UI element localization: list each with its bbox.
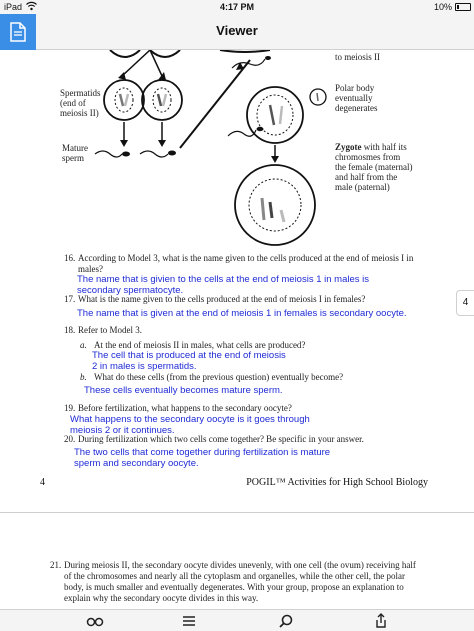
glasses-icon[interactable] (86, 612, 104, 630)
share-icon[interactable] (372, 612, 390, 630)
to-meiosis-label: to meiosis II (335, 52, 380, 62)
answer-18b[interactable]: These cells eventually becomes mature sperm. (84, 385, 283, 396)
question-21: 21. During meiosis II, the secondary oocyte divides unevenly, with one cell (the ovum) receiving half of the chromosomes and nearly all the cytoplasm and organelles, while the other cell, the polar body, is much smaller and eventually degenerates. With your group, propose an explanation to explain why the secondary oocyte divides in this way. (50, 560, 416, 603)
search-icon[interactable] (277, 612, 295, 630)
question-18a: a. At the end of meiosis II in males, what cells are produced? (80, 340, 306, 350)
footer-title: POGIL™ Activities for High School Biology (246, 477, 428, 488)
question-19: 19. Before fertilization, what happens to the secondary oocyte? (64, 403, 292, 413)
answer-20[interactable]: The two cells that come together during fertilization is mature sperm and secondary oocyte. (74, 447, 331, 469)
polar-body-label: Polar body eventually degenerates (335, 83, 378, 113)
answer-17[interactable]: The name that is given at the end of meiosis 1 in females is secondary oocyte. (77, 308, 407, 319)
question-20: 20. During fertilization which two cells come together? Be specific in your answer. (64, 434, 364, 444)
answer-19[interactable]: What happens to the secondary oocyte is it goes through meiosis 2 or it continues. (70, 414, 310, 436)
device-label: iPad (4, 2, 23, 12)
battery-percent: 10% (433, 2, 452, 12)
document-page-2 (0, 513, 474, 609)
question-18b: b. What do these cells (from the previous question) eventually become? (80, 372, 344, 382)
nav-bar (0, 14, 474, 50)
list-icon[interactable] (180, 612, 198, 630)
page-indicator-tab[interactable]: 4 (456, 290, 474, 316)
question-16: 16. According to Model 3, what is the name given to the cells produced at the end of meiosis I in males? (64, 253, 414, 274)
status-time: 4:17 PM (219, 2, 254, 12)
spermatids-label: Spermatids (end of meiosis II) (60, 88, 101, 118)
answer-18a[interactable]: The cell that is produced at the end of meiosis 2 in males is spermatids. (92, 350, 286, 372)
question-17: 17. What is the name given to the cells produced at the end of meiosis I in females? (64, 294, 366, 304)
status-bar (0, 0, 474, 14)
bottom-toolbar (0, 609, 474, 631)
answer-16[interactable]: The name that is givien to the cells at the end of meiosis 1 in males is secondary spermatocyte. (77, 274, 370, 296)
document-page (0, 50, 474, 505)
viewer-title: Viewer (216, 23, 258, 38)
mature-sperm-label: Mature sperm (62, 143, 88, 163)
question-18: 18. Refer to Model 3. (64, 325, 142, 335)
page-number: 4 (40, 477, 45, 488)
battery-icon (455, 3, 471, 11)
zygote-label: Zygote with half its chromosmes from the female (maternal) and half from the male (paternal) (335, 142, 413, 192)
